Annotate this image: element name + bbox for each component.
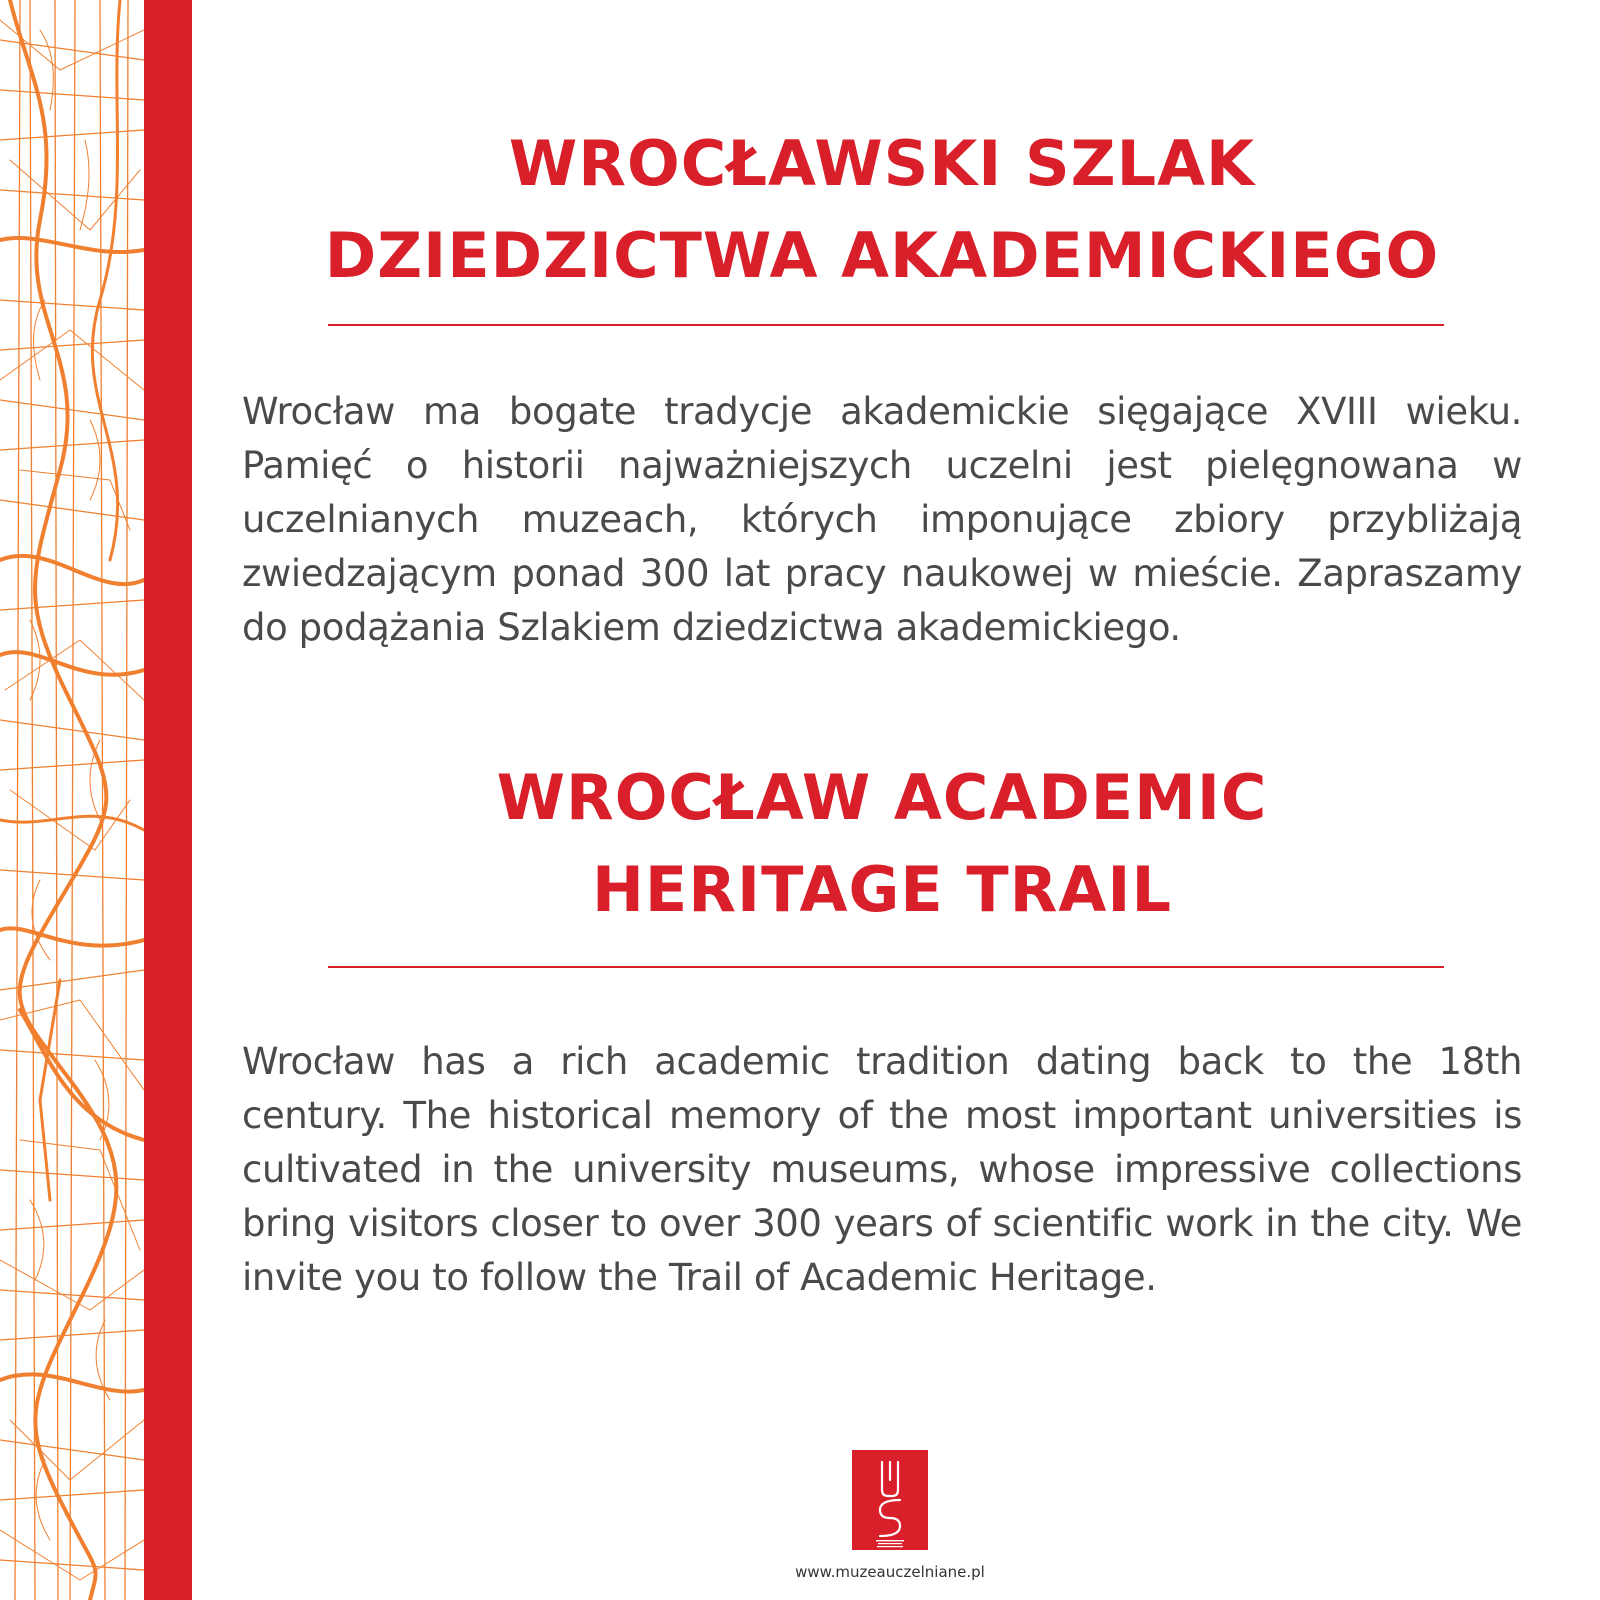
polish-title-line-2: DZIEDZICTWA AKADEMICKIEGO [324,219,1440,292]
polish-body-text: Wrocław ma bogate tradycje akademickie sięgające XVIII wieku. Pamięć o historii najważniejszych uczelni jest pielęgnowana w uczelnianych muzeach, których imponujące zbiory przybliżają zwiedzającym ponad 300 lat pracy naukowej w mieście. Zapraszamy do podążania Szlakiem dziedzictwa akademickiego. [242,390,1522,649]
english-title-divider [328,966,1444,968]
english-title-line-2: HERITAGE TRAIL [592,853,1172,926]
polish-title-divider [328,324,1444,326]
website-url: www.muzeauczelniane.pl [795,1563,985,1581]
polish-title [232,118,1532,302]
street-map-icon [0,0,144,1600]
english-body-text: Wrocław has a rich academic tradition dating back to the 18th century. The historical memory of the most important universities is cultivated in the university museums, whose impressive collections bring visitors closer to over 300 years of scientific work in the city. We invite you to follow the Trail of Academic Heritage. [242,1040,1522,1299]
english-title [232,752,1532,936]
city-map-decoration [0,0,144,1600]
polish-title-line-1: WROCŁAWSKI SZLAK [508,127,1256,200]
english-title-line-1: WROCŁAW ACADEMIC [496,761,1268,834]
red-vertical-bar [144,0,192,1600]
main-content [232,0,1532,1600]
university-museums-logo-icon [852,1450,928,1550]
